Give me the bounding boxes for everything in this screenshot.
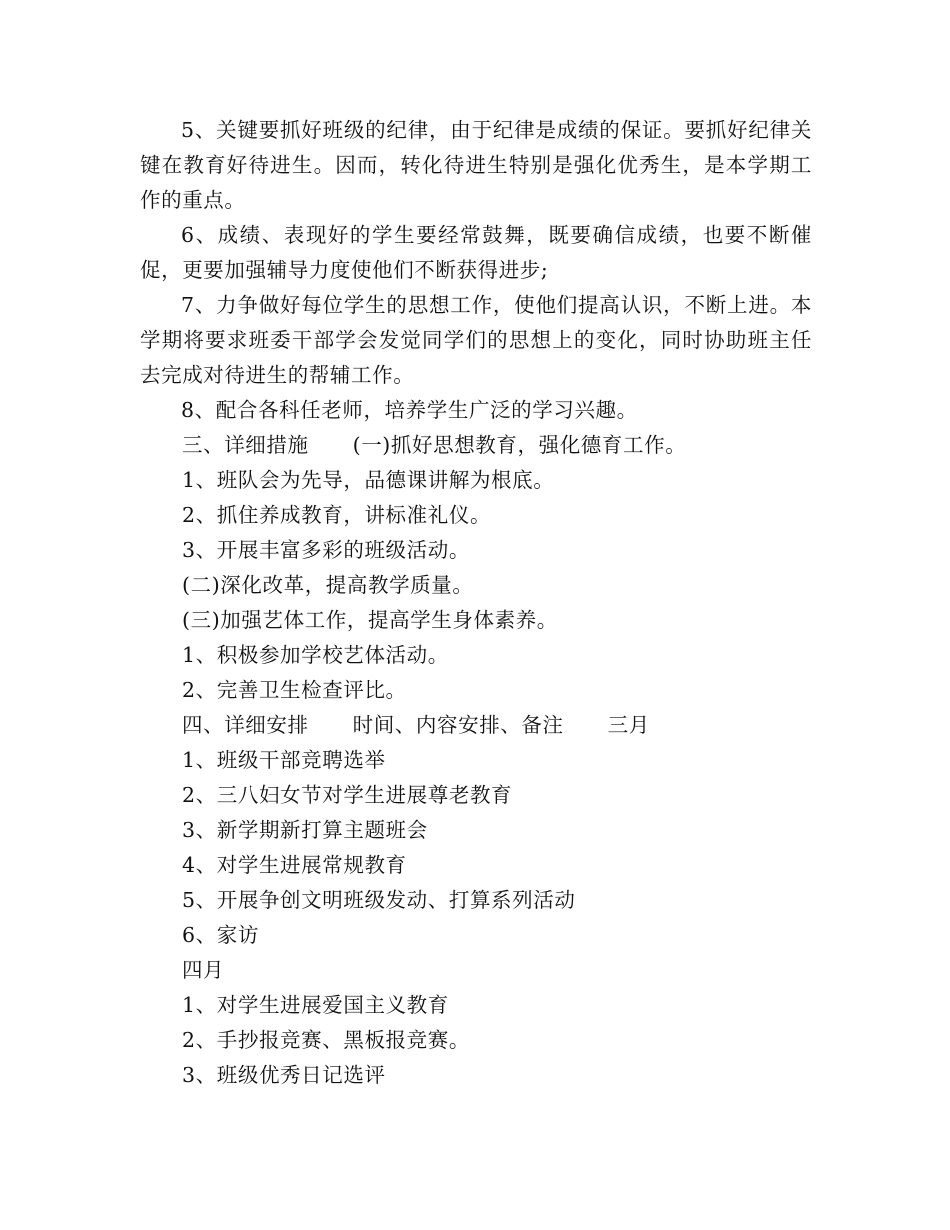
arts-item-2: 2、完善卫生检查评比。 (182, 678, 407, 702)
arts-item-1: 1、积极参加学校艺体活动。 (182, 643, 449, 667)
march-item-6: 6、家访 (182, 923, 259, 947)
month-march: 三月 (607, 713, 650, 737)
april-item-2: 2、手抄报竞赛、黑板报竞赛。 (182, 1028, 470, 1052)
april-item-3: 3、班级优秀日记选评 (182, 1063, 386, 1087)
april-item-1: 1、对学生进展爱国主义教育 (182, 993, 449, 1017)
march-item-2: 2、三八妇女节对学生进展尊老教育 (182, 783, 513, 807)
section-3-subtitle: (一)抓好思想教育，强化德育工作。 (352, 433, 687, 457)
measure-item-2: 2、抓住养成教育，讲标准礼仪。 (182, 503, 492, 527)
march-item-4: 4、对学生进展常规教育 (182, 853, 407, 877)
paragraph-item-7: 7、力争做好每位学生的思想工作，使他们提高认识，不断上进。本学期将要求班委干部学会发觉同学们的思想上的变化，同时协助班主任去完成对待进生的帮辅工作。 (140, 293, 812, 387)
section-4-title: 四、详细安排 (182, 713, 309, 737)
paragraph-item-5: 5、关键要抓好班级的纪律，由于纪律是成绩的保证。要抓好纪律关键在教育好待进生。因而，转化待进生特别是强化优秀生，是本学期工作的重点。 (140, 118, 812, 212)
document-body (140, 113, 812, 1093)
paragraph-item-6: 6、成绩、表现好的学生要经常鼓舞，既要确信成绩，也要不断催促，更要加强辅导力度使他们不断获得进步; (140, 223, 812, 282)
measure-item-1: 1、班队会为先导，品德课讲解为根底。 (182, 468, 555, 492)
march-item-5: 5、开展争创文明班级发动、打算系列活动 (182, 888, 576, 912)
march-item-3: 3、新学期新打算主题班会 (182, 818, 428, 842)
measure-subheading-2: (二)深化改革，提高教学质量。 (182, 573, 474, 597)
section-3-heading (140, 428, 812, 463)
section-4-columns: 时间、内容安排、备注 (352, 713, 564, 737)
month-april: 四月 (182, 958, 225, 982)
measure-item-3: 3、开展丰富多彩的班级活动。 (182, 538, 470, 562)
measure-subheading-3: (三)加强艺体工作，提高学生身体素养。 (182, 608, 558, 632)
march-item-1: 1、班级干部竞聘选举 (182, 748, 386, 772)
section-3-title: 三、详细措施 (182, 433, 309, 457)
paragraph-item-8: 8、配合各科任老师，培养学生广泛的学习兴趣。 (181, 398, 638, 422)
section-4-heading (140, 708, 812, 743)
